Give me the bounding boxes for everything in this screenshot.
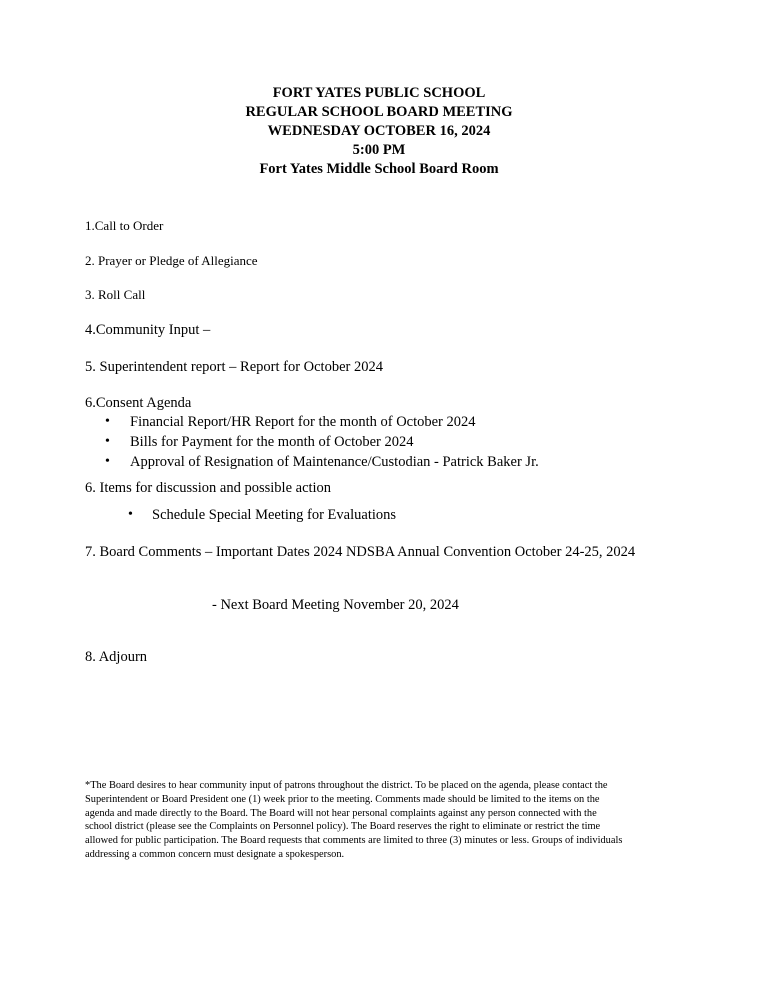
- agenda-item-board-comments: 7. Board Comments – Important Dates 2024 NDSBA Annual Convention October 24-25, 2024: [85, 544, 636, 560]
- agenda-item-consent-agenda: 6.Consent Agenda: [85, 395, 192, 411]
- bullet-icon: •: [105, 434, 110, 449]
- public-input-footnote: *The Board desires to hear community input of patrons throughout the district. To be placed on the agenda, please contact the Superintendent or Board President one (1) week prior to the meeting. Comments made should be limited to the items on the agenda and made directly to the Board. The Board will not hear personal complaints against any person connected with the school district (please see the Complaints on Personnel policy). The Board reserves the right to eliminate or restrict the time allowed for public participation. The Board requests that comments are limited to three (3) minutes or less. Groups of individuals addressing a common concern must designate a spokesperson.: [85, 780, 623, 860]
- meeting-title: REGULAR SCHOOL BOARD MEETING: [245, 104, 513, 120]
- agenda-item-superintendent-report: 5. Superintendent report – Report for October 2024: [85, 359, 383, 375]
- meeting-date: WEDNESDAY OCTOBER 16, 2024: [267, 123, 491, 139]
- bullet-icon: •: [128, 507, 133, 522]
- agenda-item-call-to-order: 1.Call to Order: [85, 218, 164, 233]
- bullet-icon: •: [105, 454, 110, 469]
- meeting-time: 5:00 PM: [352, 142, 406, 158]
- bullet-icon: •: [105, 414, 110, 429]
- agenda-item-prayer-pledge: 2. Prayer or Pledge of Allegiance: [85, 253, 258, 268]
- next-board-meeting-note: - Next Board Meeting November 20, 2024: [212, 597, 459, 613]
- agenda-item-roll-call: 3. Roll Call: [85, 287, 146, 302]
- meeting-location: Fort Yates Middle School Board Room: [259, 161, 499, 177]
- agenda-item-community-input: 4.Community Input –: [85, 322, 211, 338]
- school-name: FORT YATES PUBLIC SCHOOL: [272, 85, 486, 101]
- agenda-item-discussion: 6. Items for discussion and possible action: [85, 480, 332, 496]
- agenda-item-adjourn: 8. Adjourn: [85, 649, 148, 665]
- document-header: [0, 84, 758, 179]
